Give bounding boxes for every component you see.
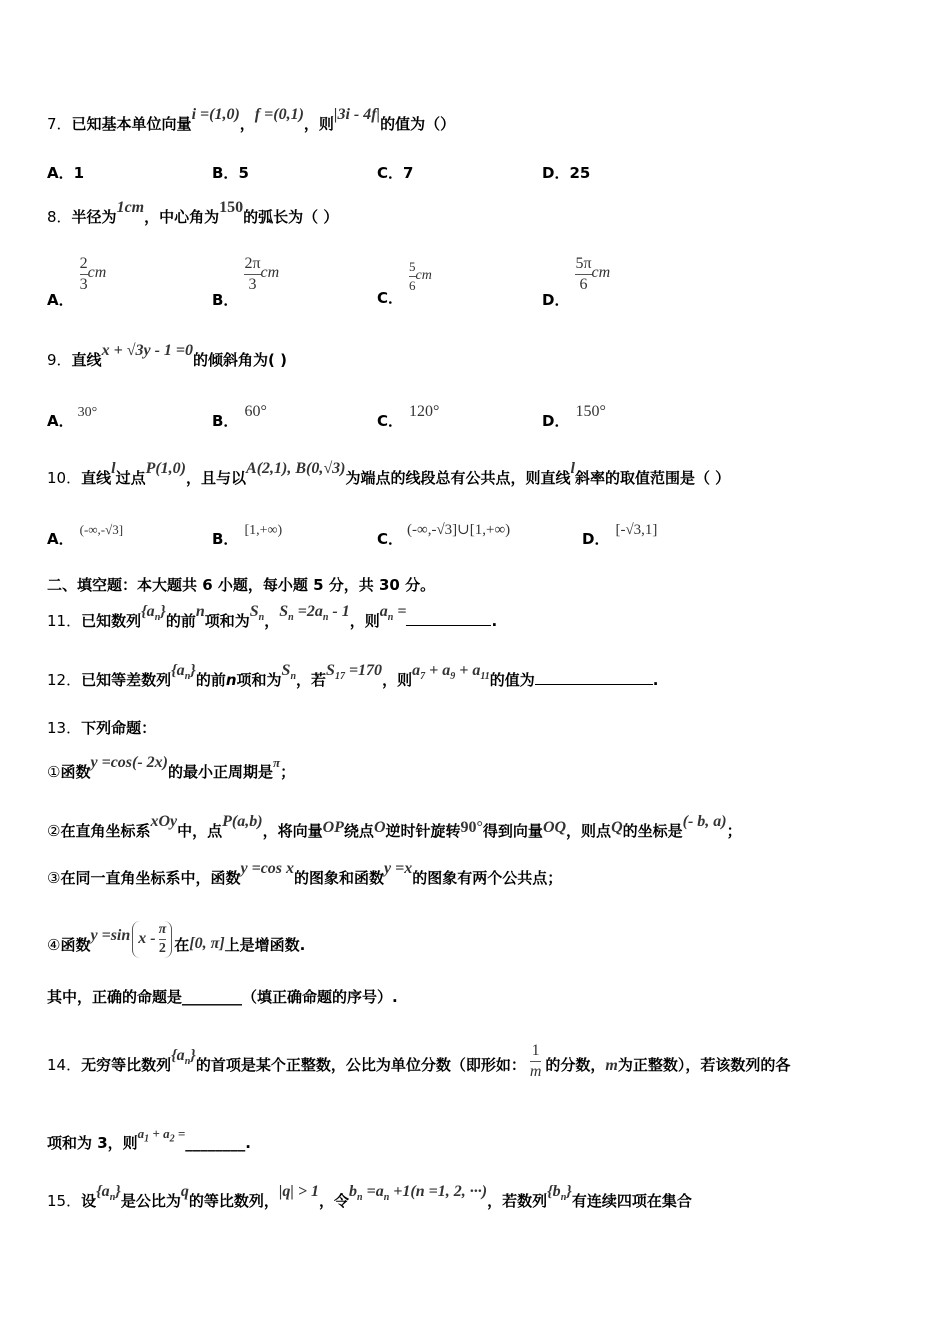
question-8 <box>47 199 339 228</box>
q13-p2-text8: 的坐标是 <box>622 822 683 840</box>
q13-p4-mark: ④ <box>47 936 61 954</box>
q7-option-a[interactable]: A．1 <box>47 164 85 182</box>
q13-p1-text2: 的最小正周期是 <box>168 763 274 781</box>
q10-option-d[interactable]: D． [-√3,1] <box>582 522 658 548</box>
q8-radius: 1cm <box>116 199 145 216</box>
q7-option-c[interactable]: C．7 <box>377 164 414 182</box>
q13-p2-mark: ② <box>47 822 61 840</box>
q9-line-equation: x + √3y - 1 =0 <box>101 342 194 359</box>
q12-text6: 的值为 <box>489 671 535 689</box>
q13-p2-op: OP <box>322 819 344 836</box>
q8-option-b[interactable]: B． $\frac{2\pi}{3}$ cm <box>212 255 280 309</box>
q13-proposition-2 <box>47 813 742 842</box>
q8-text2: ，中心角为 <box>144 208 220 226</box>
q12-sum-expression: $a_7 + a_9 + a_{11}$ <box>412 662 490 683</box>
question-7 <box>47 106 456 135</box>
q13-p2-text7: ，则点 <box>566 822 612 840</box>
q13-p1-function: y =cos(- 2x) <box>90 754 168 771</box>
q12-text3: 项和为 <box>236 671 282 689</box>
q10-line-l: l <box>111 460 116 477</box>
q13-p2-oq: OQ <box>542 819 567 836</box>
q10-text3: ，且与以 <box>186 469 247 487</box>
q13-p2-text2: 中，点 <box>177 822 223 840</box>
q15-condition: |q| > 1 <box>278 1183 320 1200</box>
q13-proposition-1 <box>47 754 296 783</box>
q13-p2-text5: 逆时针旋转 <box>385 822 461 840</box>
q9-number: 9． <box>47 351 72 369</box>
q9-text2: 的倾斜角为( ) <box>193 351 287 369</box>
q15-sequence-b: $\{b_n\}$ <box>547 1183 572 1204</box>
q10-text5: 斜率的取值范围是（ ） <box>574 469 731 487</box>
q13-p3-mark: ③ <box>47 869 61 887</box>
q14-text: 无穷等比数列 <box>81 1056 172 1074</box>
q15-number: 15． <box>47 1192 82 1210</box>
q13-p4-text: 函数 <box>60 936 91 954</box>
q11-sequence: $\{a_n\}$ <box>141 603 166 624</box>
q8-number: 8． <box>47 208 72 226</box>
q9-text: 直线 <box>71 351 102 369</box>
q12-sn: $S_n$ <box>281 662 297 683</box>
q15-sequence-a: $\{a_n\}$ <box>96 1183 121 1204</box>
q11-text5: ，则 <box>349 612 380 630</box>
q13-p3-text2: 的图象和函数 <box>294 869 385 887</box>
q13-p4-argument: x - $\frac{\pi}{2}$ <box>132 921 172 958</box>
q11-an: $a_n$ = <box>379 603 407 624</box>
q8-option-a[interactable]: A． $\frac{2}{3}$ cm <box>47 255 107 309</box>
q13-p4-sin: y =sin <box>90 927 131 944</box>
q15-text5: ，若数列 <box>487 1192 548 1210</box>
q7-text2: ，则 <box>303 115 334 133</box>
q7-text: 已知基本单位向量 <box>71 115 192 133</box>
q12-text2: 的前 <box>195 671 226 689</box>
q13-p2-coordinates: (- b, a) <box>682 813 727 830</box>
q14-text5: 项和为 3，则 <box>47 1134 138 1152</box>
q10-point-p: P(1,0) <box>145 460 187 477</box>
q13-p2-text3: ，将向量 <box>262 822 323 840</box>
q8-text3: 的弧长为（ ） <box>243 208 339 226</box>
q11-comma: ， <box>264 612 280 630</box>
q14-unit-fraction: $\frac{1}{m}$ <box>529 1042 542 1080</box>
q11-text2: 的前 <box>165 612 196 630</box>
q14-text4: 为正整数），若该数列的各 <box>617 1056 791 1074</box>
q12-s17: $S_{17} =170$ <box>326 662 383 683</box>
q13-p1-semicolon: ； <box>280 763 296 781</box>
q11-period: . <box>491 612 498 630</box>
q8-angle: 150 <box>219 199 244 216</box>
q11-sn: $S_n$ <box>249 603 265 624</box>
q13-p2-point-p: P(a,b) <box>222 813 263 830</box>
q14-sequence: $\{a_n\}$ <box>171 1047 196 1068</box>
q13-p2-text6: 得到向量 <box>482 822 543 840</box>
q14-text2: 的首项是某个正整数，公比为单位分数（即形如： <box>195 1056 526 1074</box>
q13-conclusion: 其中，正确的命题是________（填正确命题的序号）. <box>47 988 398 1006</box>
q13-p2-text4: 绕点 <box>343 822 374 840</box>
q10-number: 10． <box>47 469 82 487</box>
question-14 <box>47 1042 791 1086</box>
q10-text2: 过点 <box>115 469 146 487</box>
q13-p4-text3: 上是增函数. <box>224 936 306 954</box>
q13-p2-o: O <box>373 819 386 836</box>
q10-text4: 为端点的线段总有公共点，则直线 <box>345 469 571 487</box>
question-15 <box>47 1183 692 1218</box>
section-2-heading: 二、填空题：本大题共 6 小题，每小题 5 分，共 30 分。 <box>47 576 436 594</box>
question-10 <box>47 460 731 489</box>
q11-answer-blank[interactable] <box>406 611 491 626</box>
q9-option-b[interactable]: B．60° <box>212 403 267 430</box>
question-13 <box>47 718 156 738</box>
q13-p1-mark: ① <box>47 763 61 781</box>
q13-p3-text: 在同一直角坐标系中，函数 <box>60 869 241 887</box>
q8-text: 半径为 <box>71 208 117 226</box>
q7-expression: |3i - 4f| <box>333 106 381 123</box>
question-9 <box>47 342 287 371</box>
q11-number: 11． <box>47 612 82 630</box>
q14-sum-expression: $a_1 + a_2$ = <box>137 1126 186 1145</box>
q9-option-c[interactable]: C．120° <box>377 403 440 430</box>
q12-answer-blank[interactable] <box>535 670 653 685</box>
q12-text4: ，若 <box>296 671 327 689</box>
q13-p3-identity: y =x <box>384 860 413 877</box>
q13-title: 下列命题： <box>81 719 157 737</box>
q14-number: 14． <box>47 1056 82 1074</box>
q15-q: q <box>180 1183 189 1200</box>
q15-text: 设 <box>81 1192 97 1210</box>
question-11 <box>47 603 498 638</box>
q12-text5: ，则 <box>382 671 413 689</box>
q7-sep: ， <box>239 115 255 133</box>
q7-option-d[interactable]: D．25 <box>542 164 591 182</box>
q13-p2-q: Q <box>611 819 623 836</box>
q15-text4: ，令 <box>319 1192 350 1210</box>
q13-p3-text3: 的图象有两个公共点； <box>412 869 563 887</box>
q8-option-c[interactable]: C． $\frac{5}{6}$ cm <box>377 259 432 307</box>
q13-p1-pi: π <box>273 755 281 770</box>
q13-proposition-3 <box>47 860 563 889</box>
q10-option-c[interactable]: C． (-∞,-√3]∪[1,+∞) <box>377 522 511 548</box>
q13-number: 13． <box>47 719 82 737</box>
q12-n: n <box>225 671 237 689</box>
q10-points-ab: A(2,1), B(0,√3) <box>246 460 346 477</box>
q8-option-d[interactable]: D． $\frac{5\pi}{6}$ cm <box>542 255 611 309</box>
q13-p2-semicolon: ； <box>726 822 742 840</box>
q12-number: 12． <box>47 671 82 689</box>
q15-text6: 有连续四项在集合 <box>571 1192 692 1210</box>
q15-text3: 的等比数列， <box>188 1192 279 1210</box>
q13-p2-angle: 90° <box>460 819 483 836</box>
q13-p2-text: 在直角坐标系 <box>60 822 151 840</box>
q7-text3: 的值为（） <box>380 115 456 133</box>
q13-p4-interval: [0, π] <box>189 935 225 952</box>
q13-p2-xoy: xOy <box>150 813 178 830</box>
q15-text2: 是公比为 <box>120 1192 181 1210</box>
question-14-cont <box>47 1126 251 1160</box>
q7-vector-i: i =(1,0) <box>191 106 240 123</box>
q11-n: n <box>195 603 205 620</box>
q9-option-a[interactable]: A． 30° <box>47 405 98 430</box>
q10-line-l2: l <box>570 460 575 477</box>
q13-p1-text: 函数 <box>60 763 91 781</box>
q7-option-b[interactable]: B．5 <box>212 164 249 182</box>
question-12 <box>47 662 659 697</box>
q10-option-a[interactable]: A．(-∞,-√3] <box>47 522 124 548</box>
q11-text3: 项和为 <box>204 612 250 630</box>
q12-text: 已知等差数列 <box>81 671 172 689</box>
q10-text: 直线 <box>81 469 112 487</box>
q13-p4-text2: 在 <box>174 936 190 954</box>
q12-period: . <box>652 671 659 689</box>
q14-text3: 的分数， <box>545 1056 606 1074</box>
q13-p3-cos: y =cos x <box>240 860 295 877</box>
q12-sequence: $\{a_n\}$ <box>171 662 196 683</box>
q7-number: 7． <box>47 115 72 133</box>
q13-proposition-4 <box>47 922 306 964</box>
q9-option-d[interactable]: D．150° <box>542 403 606 430</box>
q10-option-b[interactable]: B． [1,+∞) <box>212 523 283 548</box>
q15-bn-definition: $b_n =a_n +1(n =1$, 2, ···) <box>349 1183 488 1204</box>
q11-text: 已知数列 <box>81 612 142 630</box>
q14-m: m <box>605 1057 618 1074</box>
q11-relation: $S_n =2a_n - 1$ <box>279 603 350 624</box>
q14-answer-blank[interactable]: ________. <box>185 1134 251 1152</box>
q7-vector-f: f =(0,1) <box>254 106 304 123</box>
